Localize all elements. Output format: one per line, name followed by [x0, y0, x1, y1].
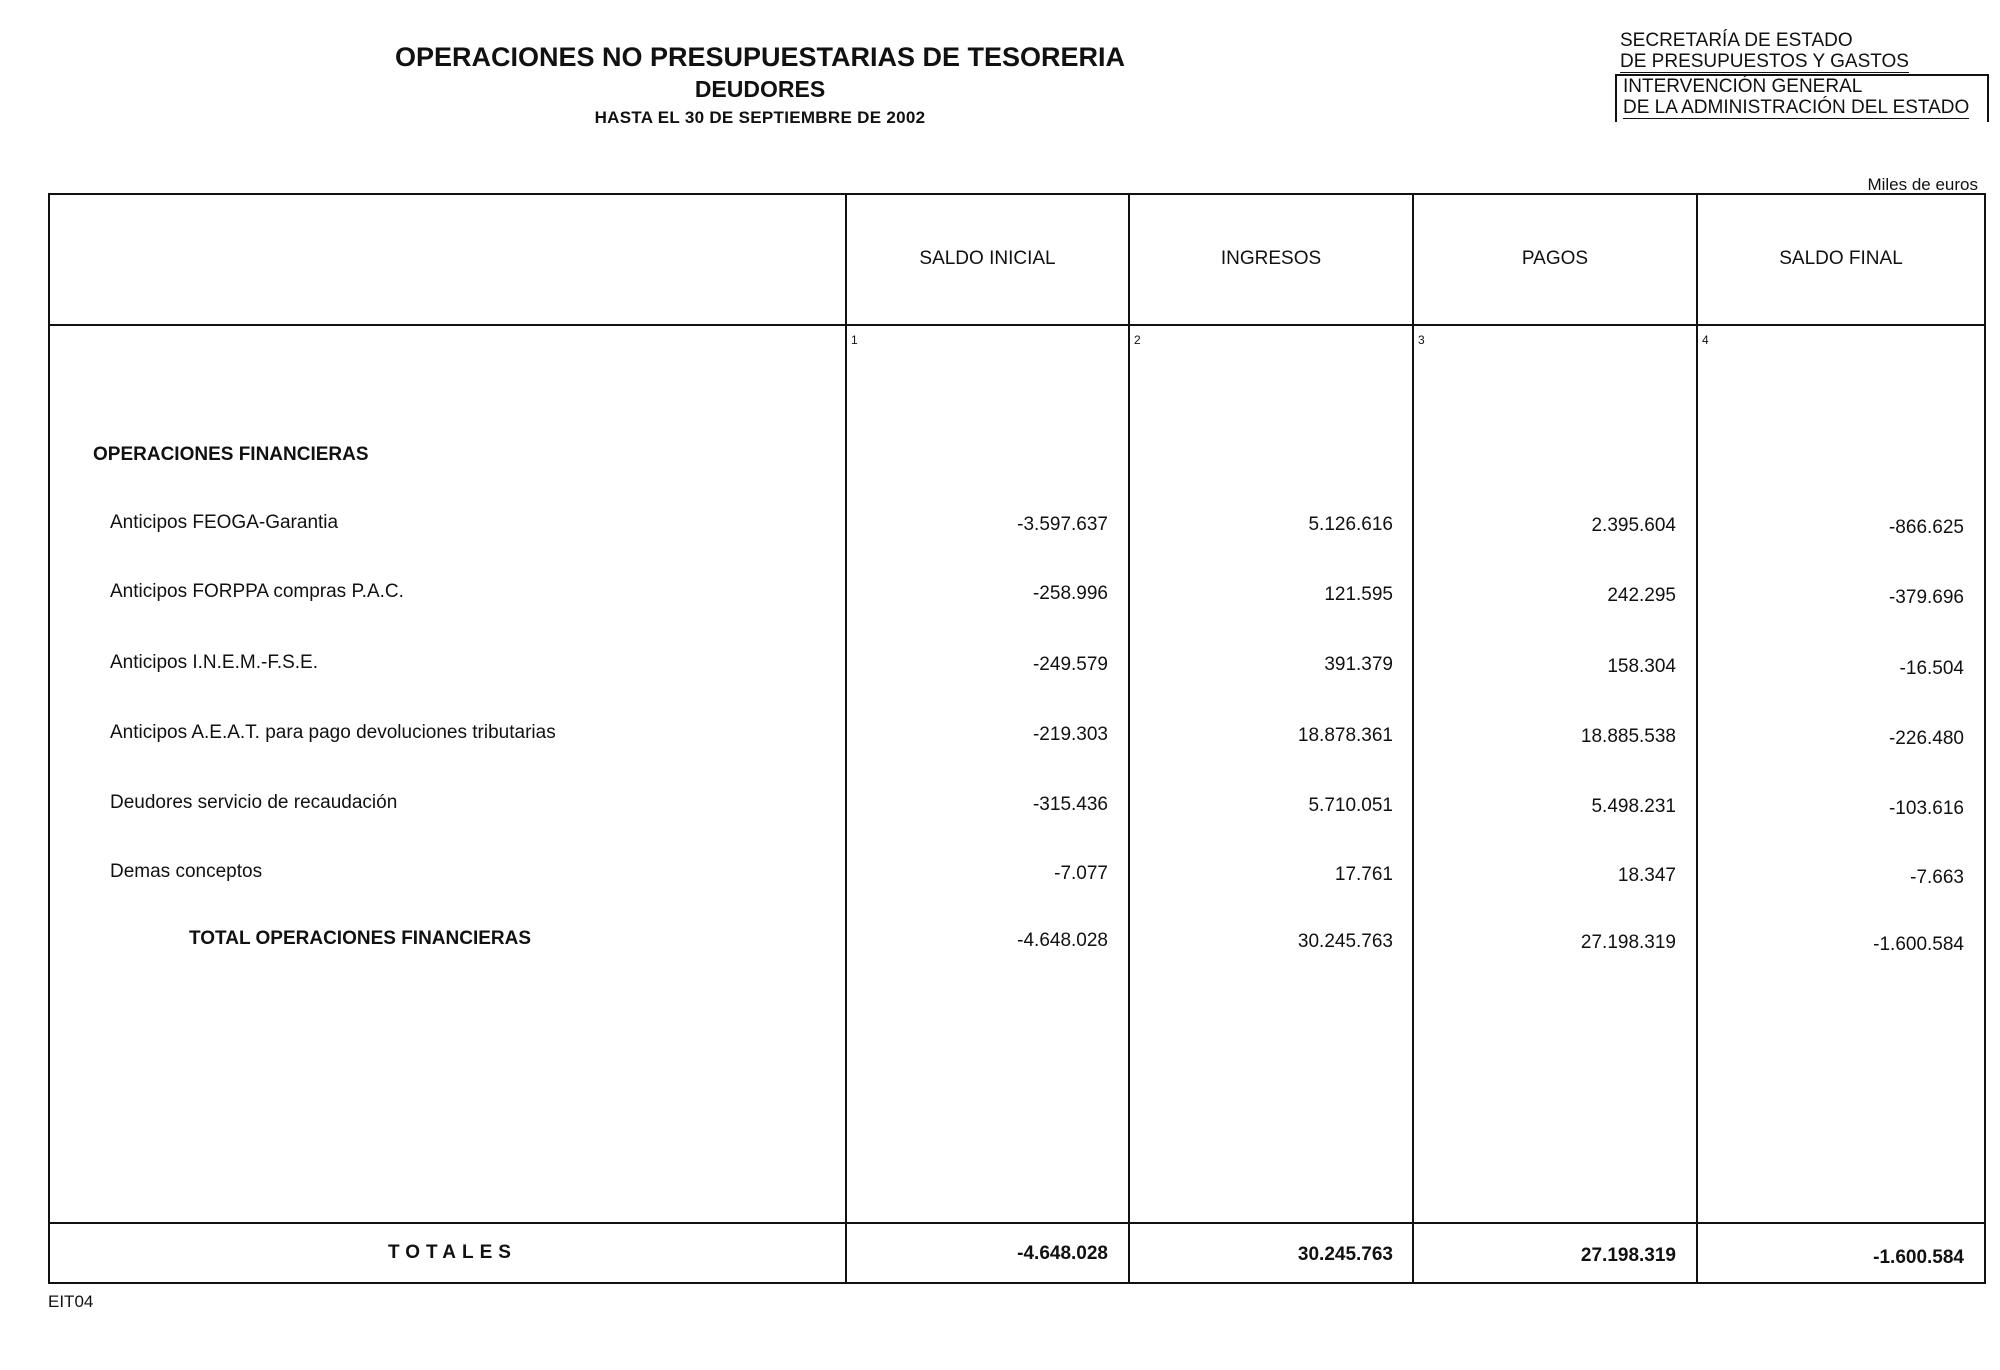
- row-label: Anticipos I.N.E.M.-F.S.E.: [110, 652, 318, 673]
- row-label: Deudores servicio de recaudación: [110, 792, 398, 813]
- cell-ingresos: 17.761: [1334, 864, 1393, 885]
- table-left-border: [48, 193, 50, 1283]
- row-label: Anticipos FORPPA compras P.A.C.: [110, 581, 404, 602]
- cell-saldo-final: -16.504: [1899, 658, 1964, 679]
- report-title: OPERACIONES NO PRESUPUESTARIAS DE TESORERIA: [394, 42, 1126, 72]
- total-ingresos: 30.245.763: [1297, 931, 1393, 952]
- agency-line-1: SECRETARÍA DE ESTADO: [1620, 30, 1853, 51]
- agency-line-3: INTERVENCIÓN GENERAL: [1623, 76, 1863, 97]
- cell-ingresos: 5.126.616: [1308, 514, 1393, 535]
- cell-saldo-inicial: -315.436: [1032, 794, 1108, 815]
- grand-totals-label: TOTALES: [388, 1242, 517, 1263]
- column-number-1: 1: [851, 333, 858, 347]
- column-header-saldo-final: SALDO FINAL: [1779, 248, 1903, 269]
- col-divider-3: [1412, 193, 1414, 1283]
- column-number-2: 2: [1134, 333, 1141, 347]
- cell-ingresos: 121.595: [1324, 584, 1393, 605]
- grand-total-ingresos: 30.245.763: [1297, 1244, 1393, 1265]
- grand-total-saldo-inicial: -4.648.028: [1017, 1243, 1108, 1264]
- cell-pagos: 242.295: [1607, 585, 1676, 606]
- agency-line-2: DE PRESUPUESTOS Y GASTOS: [1620, 51, 1909, 72]
- table-right-border: [1984, 193, 1986, 1283]
- column-header-saldo-inicial: SALDO INICIAL: [919, 248, 1056, 269]
- cell-saldo-final: -7.663: [1910, 867, 1964, 888]
- grand-total-saldo-final: -1.600.584: [1873, 1247, 1964, 1268]
- column-number-4: 4: [1702, 333, 1709, 347]
- row-label: Anticipos A.E.A.T. para pago devoluciones tributarias: [110, 722, 556, 743]
- cell-ingresos: 5.710.051: [1308, 795, 1393, 816]
- col-divider-4: [1696, 193, 1698, 1283]
- row-label: Demas conceptos: [110, 861, 263, 882]
- agency-header: [1620, 30, 1909, 73]
- cell-saldo-inicial: -219.303: [1032, 724, 1108, 745]
- column-header-ingresos: INGRESOS: [1220, 248, 1322, 269]
- column-number-3: 3: [1418, 333, 1425, 347]
- cell-pagos: 158.304: [1607, 656, 1676, 677]
- cell-saldo-final: -103.616: [1888, 798, 1964, 819]
- cell-pagos: 5.498.231: [1591, 796, 1676, 817]
- total-saldo-final: -1.600.584: [1873, 934, 1964, 955]
- cell-pagos: 2.395.604: [1591, 515, 1676, 536]
- report-title-block: [394, 42, 1126, 128]
- cell-ingresos: 391.379: [1324, 654, 1393, 675]
- total-saldo-inicial: -4.648.028: [1017, 930, 1108, 951]
- cell-ingresos: 18.878.361: [1297, 725, 1393, 746]
- report-subtitle: DEUDORES: [694, 76, 826, 102]
- col-divider-1: [845, 193, 847, 1283]
- col-divider-2: [1128, 193, 1130, 1283]
- section-total-label: TOTAL OPERACIONES FINANCIERAS: [189, 928, 532, 949]
- form-code: EIT04: [48, 1292, 94, 1311]
- column-header-pagos: PAGOS: [1521, 248, 1589, 269]
- cell-saldo-final: -866.625: [1888, 517, 1964, 538]
- grand-total-pagos: 27.198.319: [1580, 1245, 1676, 1266]
- cell-pagos: 18.885.538: [1580, 726, 1676, 747]
- cell-pagos: 18.347: [1617, 865, 1676, 886]
- row-label: Anticipos FEOGA-Garantia: [110, 512, 339, 533]
- cell-saldo-inicial: -7.077: [1054, 863, 1108, 884]
- section-title: OPERACIONES FINANCIERAS: [93, 444, 369, 465]
- units-label: Miles de euros: [1867, 175, 1978, 194]
- agency-box: [1615, 74, 1989, 122]
- cell-saldo-final: -379.696: [1888, 587, 1964, 608]
- agency-line-4: DE LA ADMINISTRACIÓN DEL ESTADO: [1623, 97, 1970, 118]
- report-date: HASTA EL 30 DE SEPTIEMBRE DE 2002: [594, 108, 926, 127]
- cell-saldo-inicial: -3.597.637: [1017, 514, 1108, 535]
- cell-saldo-final: -226.480: [1888, 728, 1964, 749]
- total-pagos: 27.198.319: [1580, 932, 1676, 953]
- cell-saldo-inicial: -258.996: [1032, 583, 1108, 604]
- cell-saldo-inicial: -249.579: [1032, 654, 1108, 675]
